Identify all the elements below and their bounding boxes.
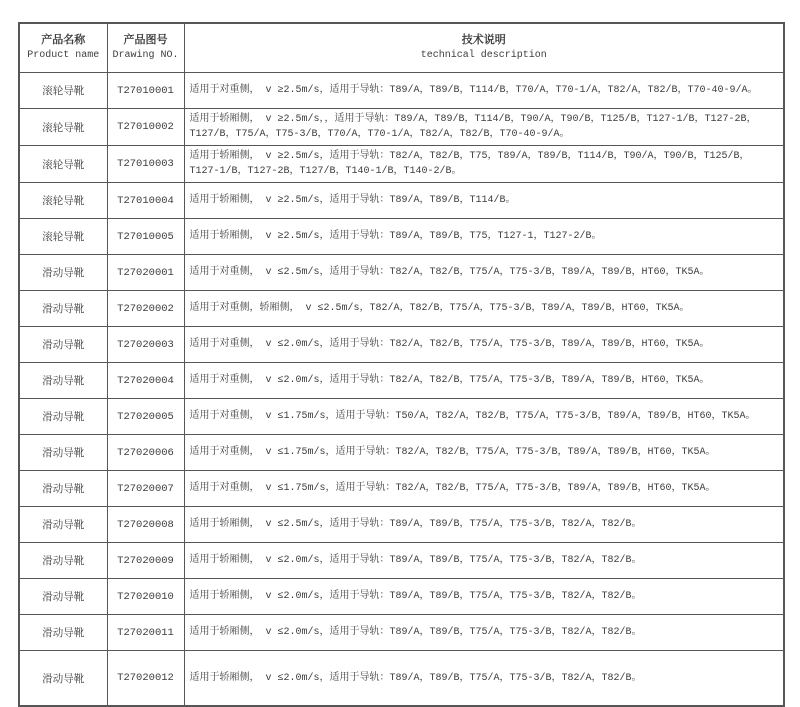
description-line: 适用于对重侧，轿厢侧， v ≤2.5m/s，T82/A，T82/B，T75/A，T75-3/B，T89/A，T89/B，HT60，TK5A。 xyxy=(189,303,690,314)
product-name-cell: 滚轮导靴 xyxy=(19,73,107,109)
product-name-cell: 滚轮导靴 xyxy=(19,183,107,219)
description-line: 适用于轿厢侧， v ≤2.5m/s，适用于导轨：T89/A，T89/B，T75/A，T75-3/B，T82/A，T82/B。 xyxy=(189,519,642,530)
column-header-product-name xyxy=(19,23,107,73)
product-name-header-en: Product name xyxy=(27,50,100,61)
technical-description-header-zh: 技术说明 xyxy=(461,35,506,47)
description-cell xyxy=(184,579,784,615)
drawing-no-header-en: Drawing NO. xyxy=(112,50,179,61)
description-cell xyxy=(184,399,784,435)
description-cell xyxy=(184,146,784,183)
product-name-cell: 滑动导靴 xyxy=(19,507,107,543)
product-name-cell: 滑动导靴 xyxy=(19,651,107,707)
description-cell xyxy=(184,507,784,543)
table-row xyxy=(19,399,784,435)
product-name-cell: 滑动导靴 xyxy=(19,327,107,363)
table-row xyxy=(19,219,784,255)
product-name-cell: 滑动导靴 xyxy=(19,615,107,651)
product-table xyxy=(18,22,785,707)
description-cell xyxy=(184,615,784,651)
drawing-no-cell: T27010001 xyxy=(107,73,184,109)
drawing-no-cell: T27020001 xyxy=(107,255,184,291)
table-row xyxy=(19,471,784,507)
description-cell xyxy=(184,183,784,219)
drawing-no-cell: T27010005 xyxy=(107,219,184,255)
table-row xyxy=(19,291,784,327)
description-line: 适用于轿厢侧， v ≥2.5m/s，适用于导轨：T89/A，T89/B，T75，T127-1，T127-2/B。 xyxy=(189,231,602,242)
description-line: 适用于轿厢侧， v ≥2.5m/s，，适用于导轨：T89/A，T89/B，T114/B，T90/A，T90/B，T125/B，T127-1/B，T127-2B， xyxy=(189,114,757,125)
drawing-no-cell: T27020006 xyxy=(107,435,184,471)
drawing-no-cell: T27020011 xyxy=(107,615,184,651)
product-name-cell: 滚轮导靴 xyxy=(19,219,107,255)
table-row xyxy=(19,109,784,146)
drawing-no-cell: T27010004 xyxy=(107,183,184,219)
table-row xyxy=(19,363,784,399)
product-name-cell: 滚轮导靴 xyxy=(19,146,107,183)
product-name-cell: 滑动导靴 xyxy=(19,291,107,327)
description-cell xyxy=(184,255,784,291)
description-line: 适用于对重侧， v ≤2.0m/s，适用于导轨：T82/A，T82/B，T75/A，T75-3/B，T89/A，T89/B，HT60，TK5A。 xyxy=(189,339,710,350)
drawing-no-cell: T27010003 xyxy=(107,146,184,183)
product-name-cell: 滑动导靴 xyxy=(19,435,107,471)
description-line: T127-1/B，T127-2B，T127/B，T140-1/B，T140-2/B。 xyxy=(189,166,462,177)
description-line: 适用于轿厢侧， v ≤2.0m/s，适用于导轨：T89/A，T89/B，T75/A，T75-3/B，T82/A，T82/B。 xyxy=(189,672,642,684)
product-name-cell: 滑动导靴 xyxy=(19,363,107,399)
description-line: 适用于对重侧， v ≤1.75m/s，适用于导轨：T82/A，T82/B，T75/A，T75-3/B，T89/A，T89/B，HT60，TK5A。 xyxy=(189,483,716,494)
description-line: 适用于轿厢侧， v ≥2.5m/s，适用于导轨：T82/A，T82/B，T75，T89/A，T89/B，T114/B，T90/A，T90/B，T125/B， xyxy=(189,151,750,162)
technical-description-header-en: technical description xyxy=(420,50,547,61)
drawing-no-cell: T27020003 xyxy=(107,327,184,363)
description-cell xyxy=(184,651,784,707)
description-cell xyxy=(184,109,784,146)
description-cell xyxy=(184,543,784,579)
table-header-row xyxy=(19,23,784,73)
product-name-cell: 滑动导靴 xyxy=(19,579,107,615)
drawing-no-cell: T27020002 xyxy=(107,291,184,327)
description-line: 适用于对重侧， v ≤2.5m/s，适用于导轨：T82/A，T82/B，T75/A，T75-3/B，T89/A，T89/B，HT60，TK5A。 xyxy=(189,267,710,278)
product-name-header-zh: 产品名称 xyxy=(41,35,86,47)
description-cell xyxy=(184,471,784,507)
column-header-technical-description xyxy=(184,23,784,73)
drawing-no-cell: T27010002 xyxy=(107,109,184,146)
product-name-cell: 滑动导靴 xyxy=(19,255,107,291)
table-body xyxy=(19,73,784,707)
table-row xyxy=(19,579,784,615)
description-line: 适用于对重侧， v ≤1.75m/s，适用于导轨：T50/A，T82/A，T82/B，T75/A，T75-3/B，T89/A，T89/B，HT60，TK5A。 xyxy=(189,411,756,422)
description-line: 适用于轿厢侧， v ≥2.5m/s，适用于导轨：T89/A，T89/B，T114/B。 xyxy=(189,195,516,206)
drawing-no-cell: T27020005 xyxy=(107,399,184,435)
description-line: 适用于轿厢侧， v ≤2.0m/s，适用于导轨：T89/A，T89/B，T75/A，T75-3/B，T82/A，T82/B。 xyxy=(189,627,642,638)
description-cell xyxy=(184,219,784,255)
description-cell xyxy=(184,435,784,471)
description-line: 适用于对重侧， v ≤1.75m/s，适用于导轨：T82/A，T82/B，T75/A，T75-3/B，T89/A，T89/B，HT60，TK5A。 xyxy=(189,447,716,458)
description-cell xyxy=(184,327,784,363)
drawing-no-cell: T27020007 xyxy=(107,471,184,507)
table-row xyxy=(19,327,784,363)
table-row xyxy=(19,507,784,543)
product-name-cell: 滑动导靴 xyxy=(19,399,107,435)
description-line: 适用于轿厢侧， v ≤2.0m/s，适用于导轨：T89/A，T89/B，T75/A，T75-3/B，T82/A，T82/B。 xyxy=(189,555,642,566)
table-row xyxy=(19,543,784,579)
drawing-no-header-zh: 产品图号 xyxy=(123,35,168,47)
table-row xyxy=(19,183,784,219)
description-cell xyxy=(184,291,784,327)
table-row xyxy=(19,255,784,291)
drawing-no-cell: T27020004 xyxy=(107,363,184,399)
product-name-cell: 滑动导靴 xyxy=(19,471,107,507)
table-row xyxy=(19,651,784,707)
product-name-cell: 滑动导靴 xyxy=(19,543,107,579)
table-row xyxy=(19,435,784,471)
description-line: 适用于对重侧， v ≥2.5m/s，适用于导轨：T89/A，T89/B，T114/B，T70/A，T70-1/A，T82/A，T82/B，T70-40-9/A。 xyxy=(189,85,758,96)
table-row xyxy=(19,615,784,651)
description-cell xyxy=(184,363,784,399)
drawing-no-cell: T27020012 xyxy=(107,651,184,707)
description-line: T127/B，T75/A，T75-3/B，T70/A，T70-1/A，T82/A，T82/B，T70-40-9/A。 xyxy=(189,129,570,140)
drawing-no-cell: T27020010 xyxy=(107,579,184,615)
table-row xyxy=(19,146,784,183)
description-line: 适用于轿厢侧， v ≤2.0m/s，适用于导轨：T89/A，T89/B，T75/A，T75-3/B，T82/A，T82/B。 xyxy=(189,591,642,602)
drawing-no-cell: T27020008 xyxy=(107,507,184,543)
drawing-no-cell: T27020009 xyxy=(107,543,184,579)
description-cell xyxy=(184,73,784,109)
product-name-cell: 滚轮导靴 xyxy=(19,109,107,146)
description-line: 适用于对重侧， v ≤2.0m/s，适用于导轨：T82/A，T82/B，T75/A，T75-3/B，T89/A，T89/B，HT60，TK5A。 xyxy=(189,375,710,386)
column-header-drawing-no xyxy=(107,23,184,73)
table-row xyxy=(19,73,784,109)
